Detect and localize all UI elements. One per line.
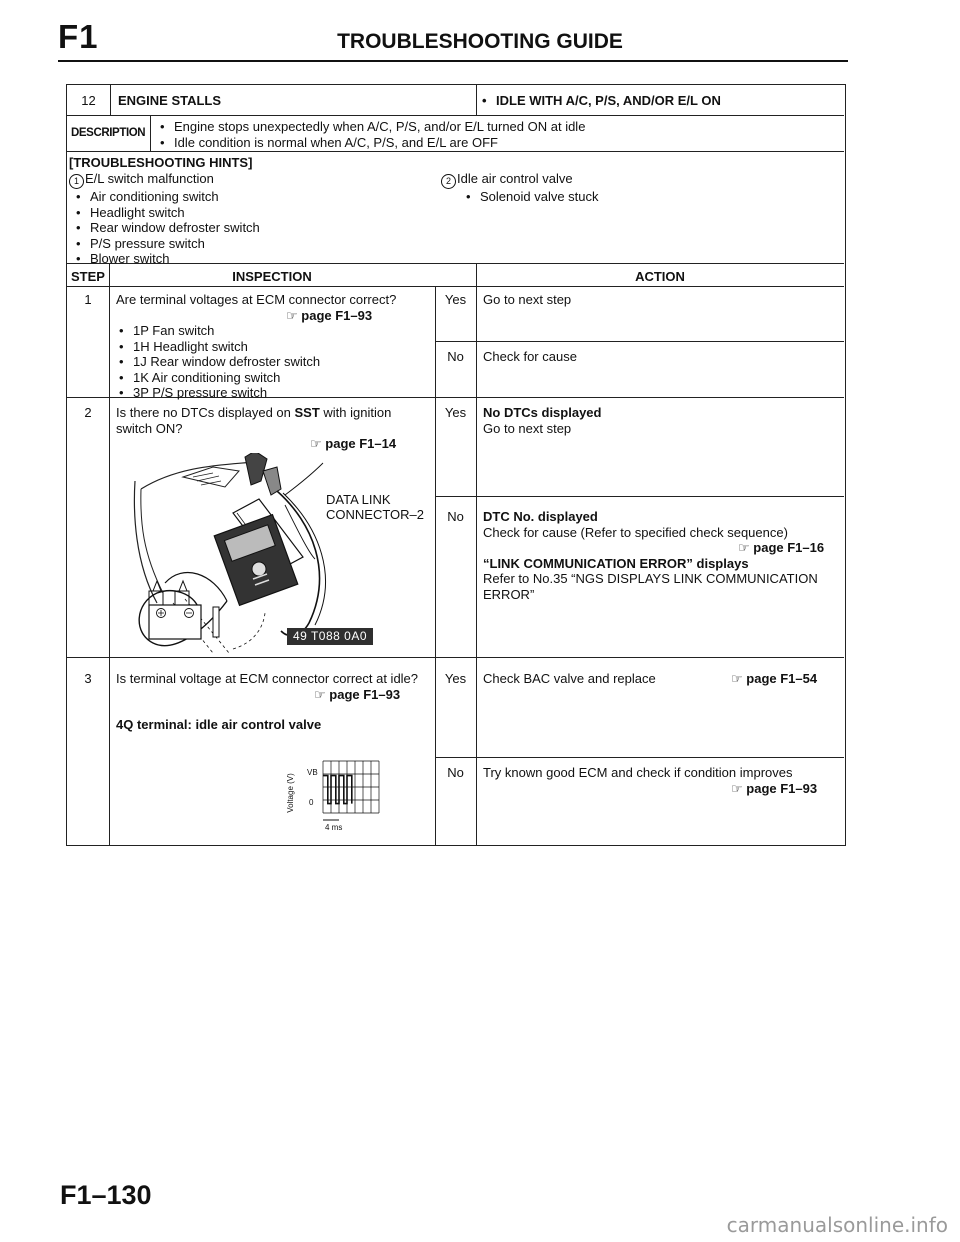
terminal-item: • 1J Rear window defroster switch [116, 354, 396, 370]
step-number: 1 [84, 292, 92, 307]
circled-number: 1 [69, 174, 84, 189]
result-yes: Yes [444, 405, 467, 420]
action-title: DTC No. displayed [483, 509, 598, 524]
action-text: Try known good ECM and check if condition improves [483, 765, 793, 780]
connector-figure [113, 453, 429, 653]
hint-item: • Rear window defroster switch [73, 220, 260, 236]
hints-title: [TROUBLESHOOTING HINTS] [69, 155, 253, 170]
terminal-label: 4Q terminal: idle air control valve [116, 717, 322, 732]
waveform-graph [285, 749, 405, 845]
page-number: F1–130 [60, 1180, 152, 1210]
step-inspection [116, 292, 396, 401]
reference-icon: ☞ [314, 686, 326, 702]
reference-icon: ☞ [738, 540, 750, 555]
tool-number-label: 49 T088 0A0 [287, 628, 373, 645]
reference-text: page F1–93 [746, 780, 818, 796]
watermark: carmanualsonline.info [726, 1213, 948, 1237]
troubleshooting-table [66, 84, 846, 846]
action-text: Check for cause (Refer to specified check sequence) [483, 524, 788, 540]
terminal-item: • 1P Fan switch [116, 323, 396, 339]
reference-text: page F1–93 [301, 307, 373, 323]
action-text: Go to next step [483, 420, 572, 436]
trouble-condition [479, 93, 721, 109]
terminal-item: • 1K Air conditioning switch [116, 370, 396, 386]
col-divider [476, 85, 477, 115]
page-reference [731, 671, 817, 687]
waveform-trace [323, 776, 352, 804]
figure-callout [326, 492, 424, 522]
sst-term: SST [294, 405, 320, 420]
col-divider [110, 85, 111, 115]
description-item: • Idle condition is normal when A/C, P/S, and E/L are OFF [157, 135, 585, 151]
result-no: No [447, 765, 464, 780]
page-reference [483, 781, 817, 797]
waveform-vb-label: VB [307, 768, 318, 777]
trouble-symptom: ENGINE STALLS [118, 93, 222, 108]
result-no: No [447, 509, 464, 524]
step-number: 3 [84, 671, 92, 686]
col-divider [435, 286, 436, 845]
reference-text: page F1–16 [753, 540, 825, 555]
waveform-ylabel: Voltage (V) [286, 773, 295, 813]
action-yes [483, 405, 601, 436]
condition-text: • IDLE WITH A/C, P/S, AND/OR E/L ON [479, 93, 721, 109]
hint-item: • Solenoid valve stuck [463, 189, 599, 205]
page-title: TROUBLESHOOTING GUIDE [337, 30, 623, 53]
terminal-item: • 1H Headlight switch [116, 339, 396, 355]
col-divider [150, 115, 151, 151]
step-question: Is terminal voltage at ECM connector correct at idle? [116, 671, 419, 686]
description-item: • Engine stops unexpectedly when A/C, P/S, and/or E/L turned ON at idle [157, 119, 585, 135]
reference-icon: ☞ [731, 780, 743, 796]
reference-text: page F1–14 [325, 436, 397, 451]
hint-item: • P/S pressure switch [73, 236, 260, 252]
terminal-item: • 3P P/S pressure switch [116, 385, 396, 401]
reference-text: page F1–93 [329, 686, 401, 702]
reference-icon: ☞ [310, 436, 322, 451]
col-divider [109, 263, 110, 845]
trouble-number: 12 [81, 93, 96, 108]
row-divider [67, 657, 844, 658]
row-divider [67, 286, 844, 287]
result-no: No [447, 349, 464, 364]
action-no: Check for cause [483, 349, 577, 364]
step-question-cont: switch ON? [116, 420, 183, 436]
reference-icon: ☞ [286, 307, 298, 323]
page-reference [483, 540, 824, 556]
row-divider [435, 341, 844, 342]
action-yes: Check BAC valve and replace [483, 671, 656, 686]
row-divider [67, 151, 844, 152]
col-divider [476, 263, 477, 845]
page-reference [116, 308, 396, 324]
description-list [157, 119, 585, 150]
header-step: STEP [71, 269, 105, 284]
section-code: F1 [58, 18, 99, 55]
action-text: ERROR” [483, 586, 535, 602]
callout-line: CONNECTOR–2 [326, 507, 425, 522]
hint-item: • Headlight switch [73, 205, 260, 221]
hint-item: • Blower switch [73, 251, 260, 267]
step-number: 2 [84, 405, 92, 420]
action-text: Refer to No.35 “NGS DISPLAYS LINK COMMUNICATION [483, 571, 818, 586]
action-no [483, 765, 817, 796]
reference-icon: ☞ [731, 671, 743, 686]
hint-title: E/L switch malfunction [85, 171, 214, 186]
step-question: Is there no DTCs displayed on SST with ignition [116, 405, 392, 420]
header-action: ACTION [635, 269, 685, 284]
action-title: “LINK COMMUNICATION ERROR” displays [483, 555, 749, 571]
row-divider [67, 115, 844, 116]
result-yes: Yes [444, 671, 467, 686]
step-question: Are terminal voltages at ECM connector correct? [116, 292, 397, 307]
reference-text: page F1–54 [746, 671, 818, 686]
step-inspection [116, 671, 418, 733]
action-yes: Go to next step [483, 292, 572, 307]
row-divider [435, 496, 844, 497]
circled-number: 2 [441, 174, 456, 189]
callout-line: DATA LINK [326, 492, 391, 507]
waveform-time-label: 4 ms [325, 823, 343, 832]
hint-title: Idle air control valve [457, 171, 573, 186]
hint-group-1 [69, 171, 260, 267]
header-inspection: INSPECTION [232, 269, 312, 284]
row-divider [435, 757, 844, 758]
page-reference [116, 687, 418, 703]
action-title: No DTCs displayed [483, 405, 602, 420]
description-label: DESCRIPTION [71, 127, 146, 139]
action-no [483, 509, 824, 602]
step-inspection [116, 405, 396, 452]
result-yes: Yes [444, 292, 467, 307]
hint-group-2 [441, 171, 599, 205]
page-reference [116, 436, 396, 452]
hint-item: • Air conditioning switch [73, 189, 260, 205]
header-rule [58, 60, 848, 62]
waveform-zero-label: 0 [309, 798, 314, 807]
